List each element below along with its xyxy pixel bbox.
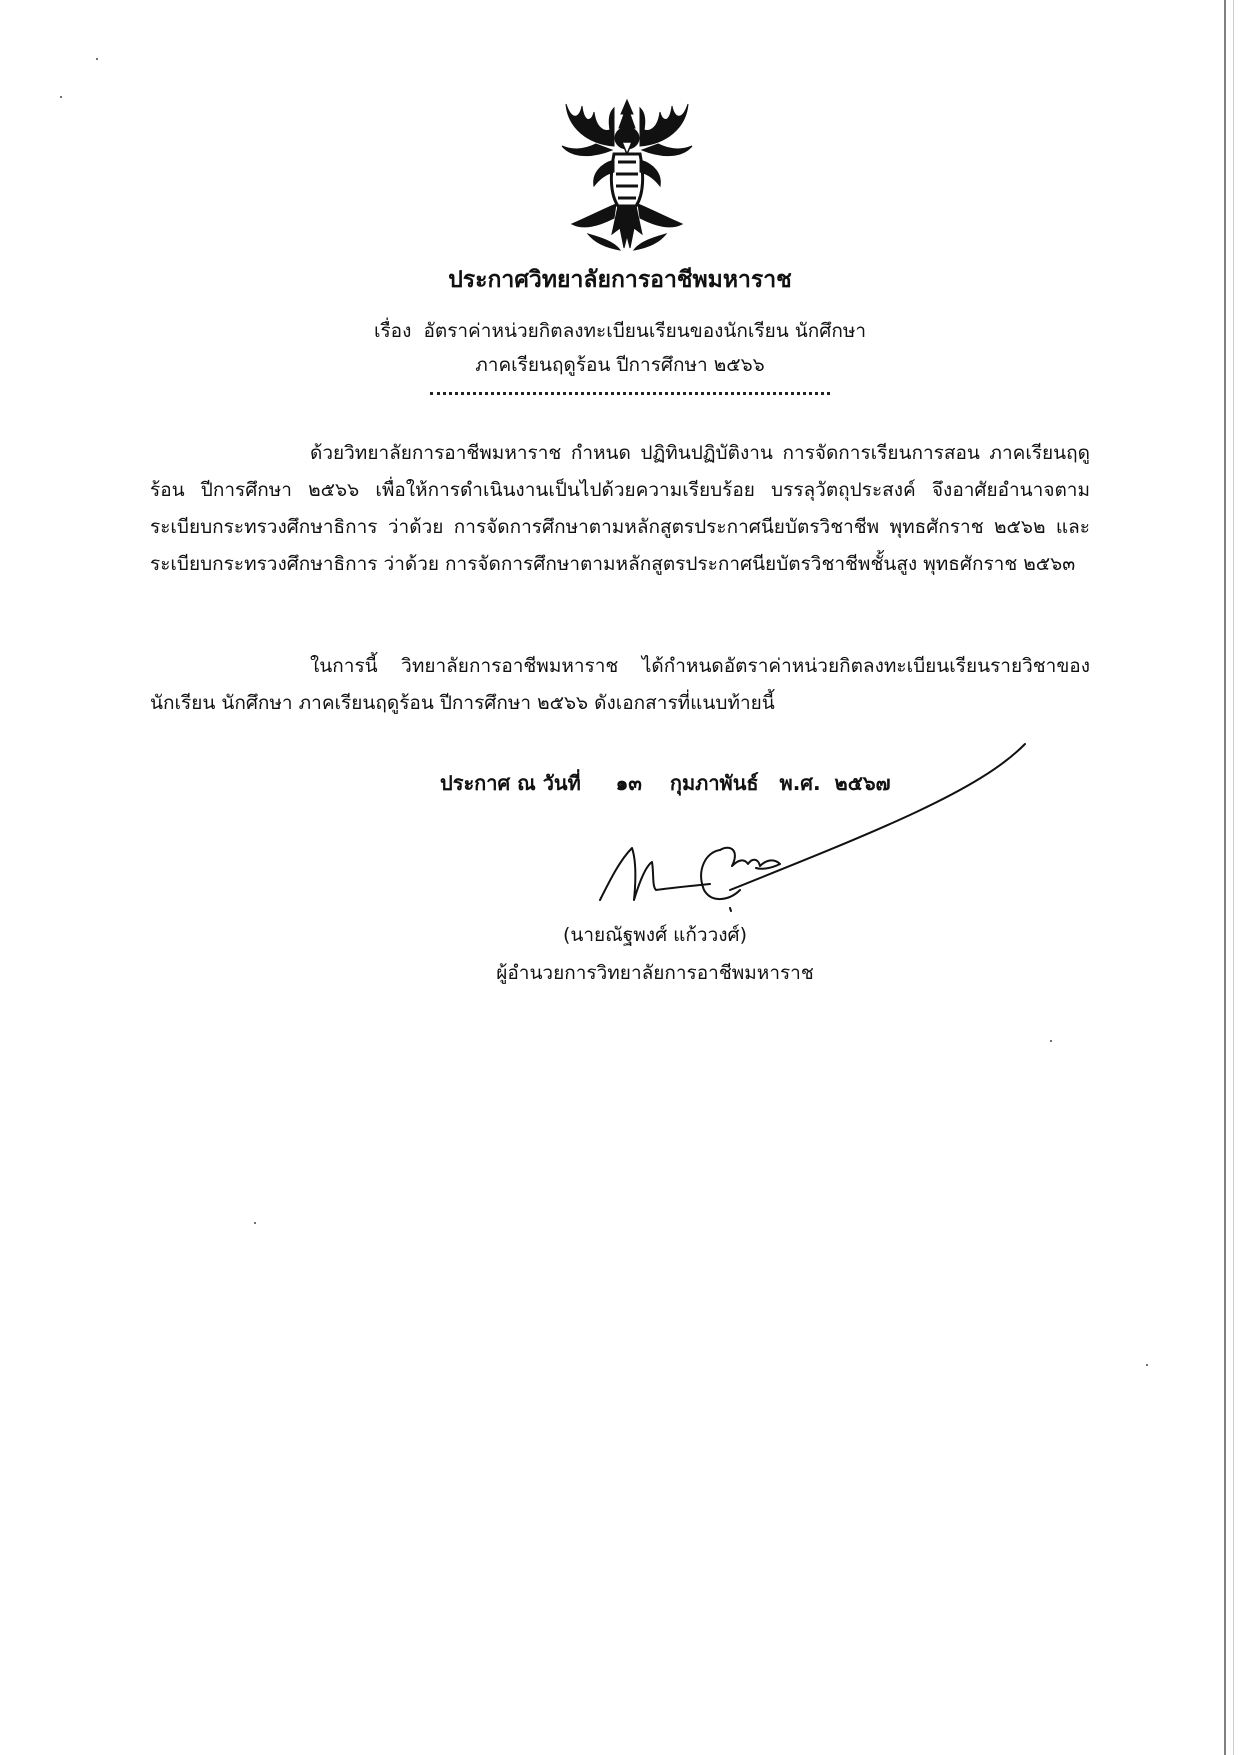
date-era: พ.ศ. (779, 771, 821, 795)
body-paragraph-2 (150, 648, 1090, 722)
scan-speck (96, 58, 98, 60)
scan-speck (1050, 1040, 1052, 1042)
date-year: ๒๕๖๗ (834, 771, 891, 795)
subject-text: อัตราค่าหน่วยกิตลงทะเบียนเรียนของนักเรียน นักศึกษา (423, 320, 867, 342)
date-prefix: ประกาศ ณ วันที่ (440, 771, 581, 795)
body-paragraph-1 (150, 435, 1090, 583)
announcement-title: ประกาศวิทยาลัยการอาชีพมหาราช (448, 267, 792, 293)
date-month: กุมภาพันธ์ (669, 771, 759, 795)
dotted-separator (430, 392, 830, 399)
signatory-position: ผู้อำนวยการวิทยาลัยการอาชีพมหาราช (496, 962, 814, 984)
scan-speck (60, 96, 62, 98)
date-day: ๑๓ (615, 771, 642, 795)
subject-label: เรื่อง (373, 320, 412, 342)
subject-line-1 (0, 316, 1240, 346)
scan-speck (1146, 1364, 1148, 1366)
handwritten-signature-icon (580, 740, 1040, 930)
subject-line-2: ภาคเรียนฤดูร้อน ปีการศึกษา ๒๕๖๖ (475, 354, 765, 376)
paragraph-1-text: ด้วยวิทยาลัยการอาชีพมหาราช กำหนด ปฏิทินปฏิบัติงาน การจัดการเรียนการสอน ภาคเรียนฤดูร้อน ปีการศึกษา ๒๕๖๖ เพื่อให้การดำเนินงานเป็นไปด้วยความเรียบร้อย บรรลุวัตถุประสงค์ จึงอาศัยอำนาจตาม ระเบียบกระทรวงศึกษาธิการ ว่าด้วย การจัดการศึกษาตามหลักสูตรประกาศนียบัตรวิชาชีพ พุทธศักราช ๒๕๖๒ และระเบียบกระทรวงศึกษาธิการ ว่าด้วย การจัดการศึกษาตามหลักสูตรประกาศนียบัตรวิชาชีพชั้นสูง พุทธศักราช ๒๕๖๓ (150, 442, 1090, 575)
signatory-name: (นายณัฐพงศ์ แก้ววงศ์) (562, 924, 748, 946)
paragraph-2-text: ในการนี้ วิทยาลัยการอาชีพมหาราช ได้กำหนดอัตราค่าหน่วยกิตลงทะเบียนเรียนรายวิชาของนักเรียน นักศึกษา ภาคเรียนฤดูร้อน ปีการศึกษา ๒๕๖๖ ดังเอกสารที่แนบท้ายนี้ (150, 655, 1090, 714)
scan-speck (254, 1222, 256, 1224)
garuda-emblem-icon (558, 98, 696, 254)
